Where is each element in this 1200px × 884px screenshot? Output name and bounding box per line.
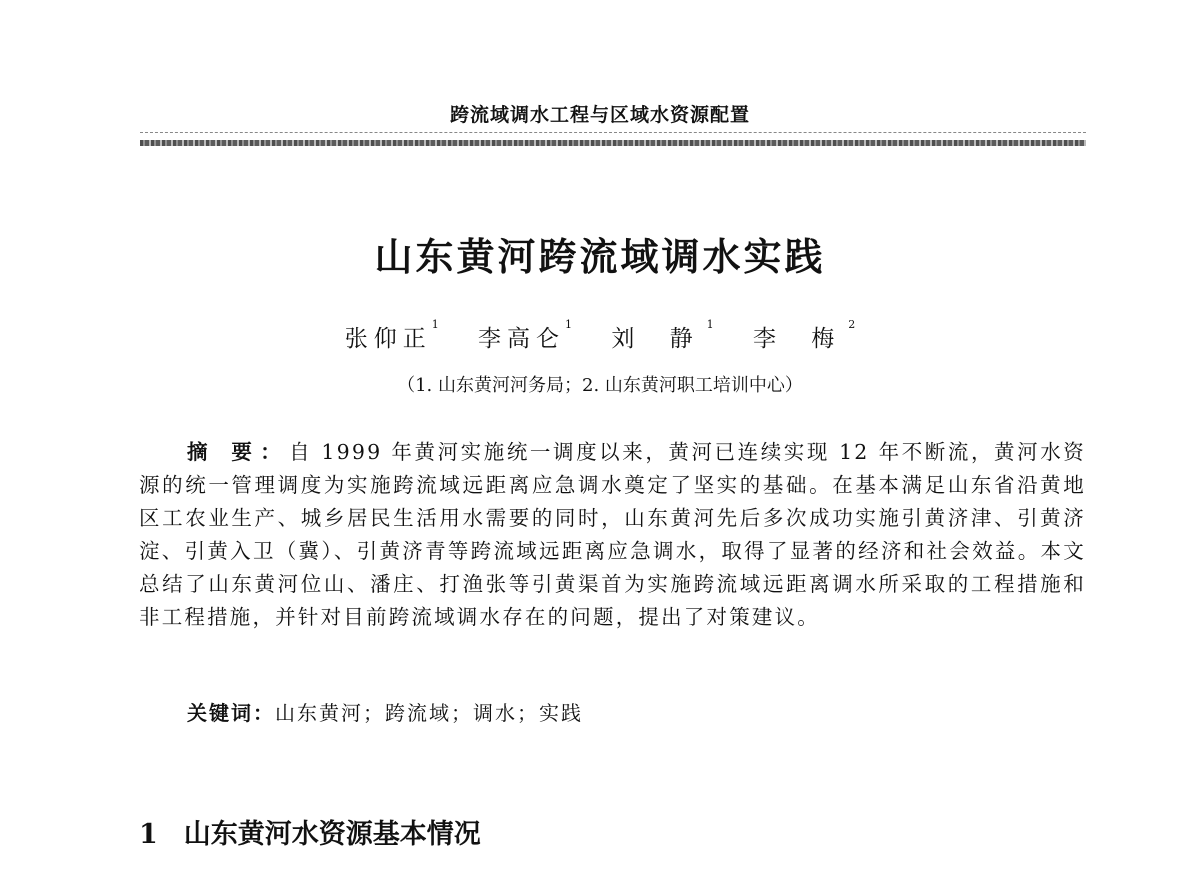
header-rule (140, 132, 1086, 133)
keywords-text: 山东黄河；跨流域；调水；实践 (275, 701, 583, 725)
section-title: 山东黄河水资源基本情况 (183, 819, 481, 850)
author-list (0, 320, 1200, 353)
section-number: 1 (139, 819, 158, 850)
author: 刘 静$^1$ (611, 318, 714, 352)
abstract-label: 摘 要： (187, 440, 290, 464)
keywords (187, 697, 583, 726)
affiliations: （1. 山东黄河河务局；2. 山东黄河职工培训中心） (397, 375, 803, 396)
section-heading (139, 812, 481, 851)
abstract (139, 436, 1086, 634)
paper-title: 山东黄河跨流域调水实践 (374, 235, 826, 279)
author: 李 梅$^2$ (752, 318, 856, 352)
header-rule-thick (140, 140, 1086, 146)
abstract-text: 自 1999 年黄河实施统一调度以来，黄河已连续实现 12 年不断流，黄河水资源的统一管理调度为实施跨流域远距离应急调水奠定了坚实的基础。在基本满足山东省沿黄地区工农业生产、城乡居民生活用水需要的同时，山东黄河先后多次成功实施引黄济津、引黄济淀、引黄入卫（冀）、引黄济青等跨流域远距离应急调水，取得了显著的经济和社会效益。本文总结了山东黄河位山、潘庄、打渔张等引黄渠首为实施跨流域远距离调水所采取的工程措施和非工程措施，并针对目前跨流域调水存在的问题，提出了对策建议。 (139, 440, 1087, 629)
author: 张仰正$^1$ (344, 318, 439, 352)
author: 李高仑$^1$ (478, 318, 573, 352)
running-head: 跨流域调水工程与区域水资源配置 (449, 104, 750, 126)
keywords-label: 关键词： (187, 701, 275, 725)
